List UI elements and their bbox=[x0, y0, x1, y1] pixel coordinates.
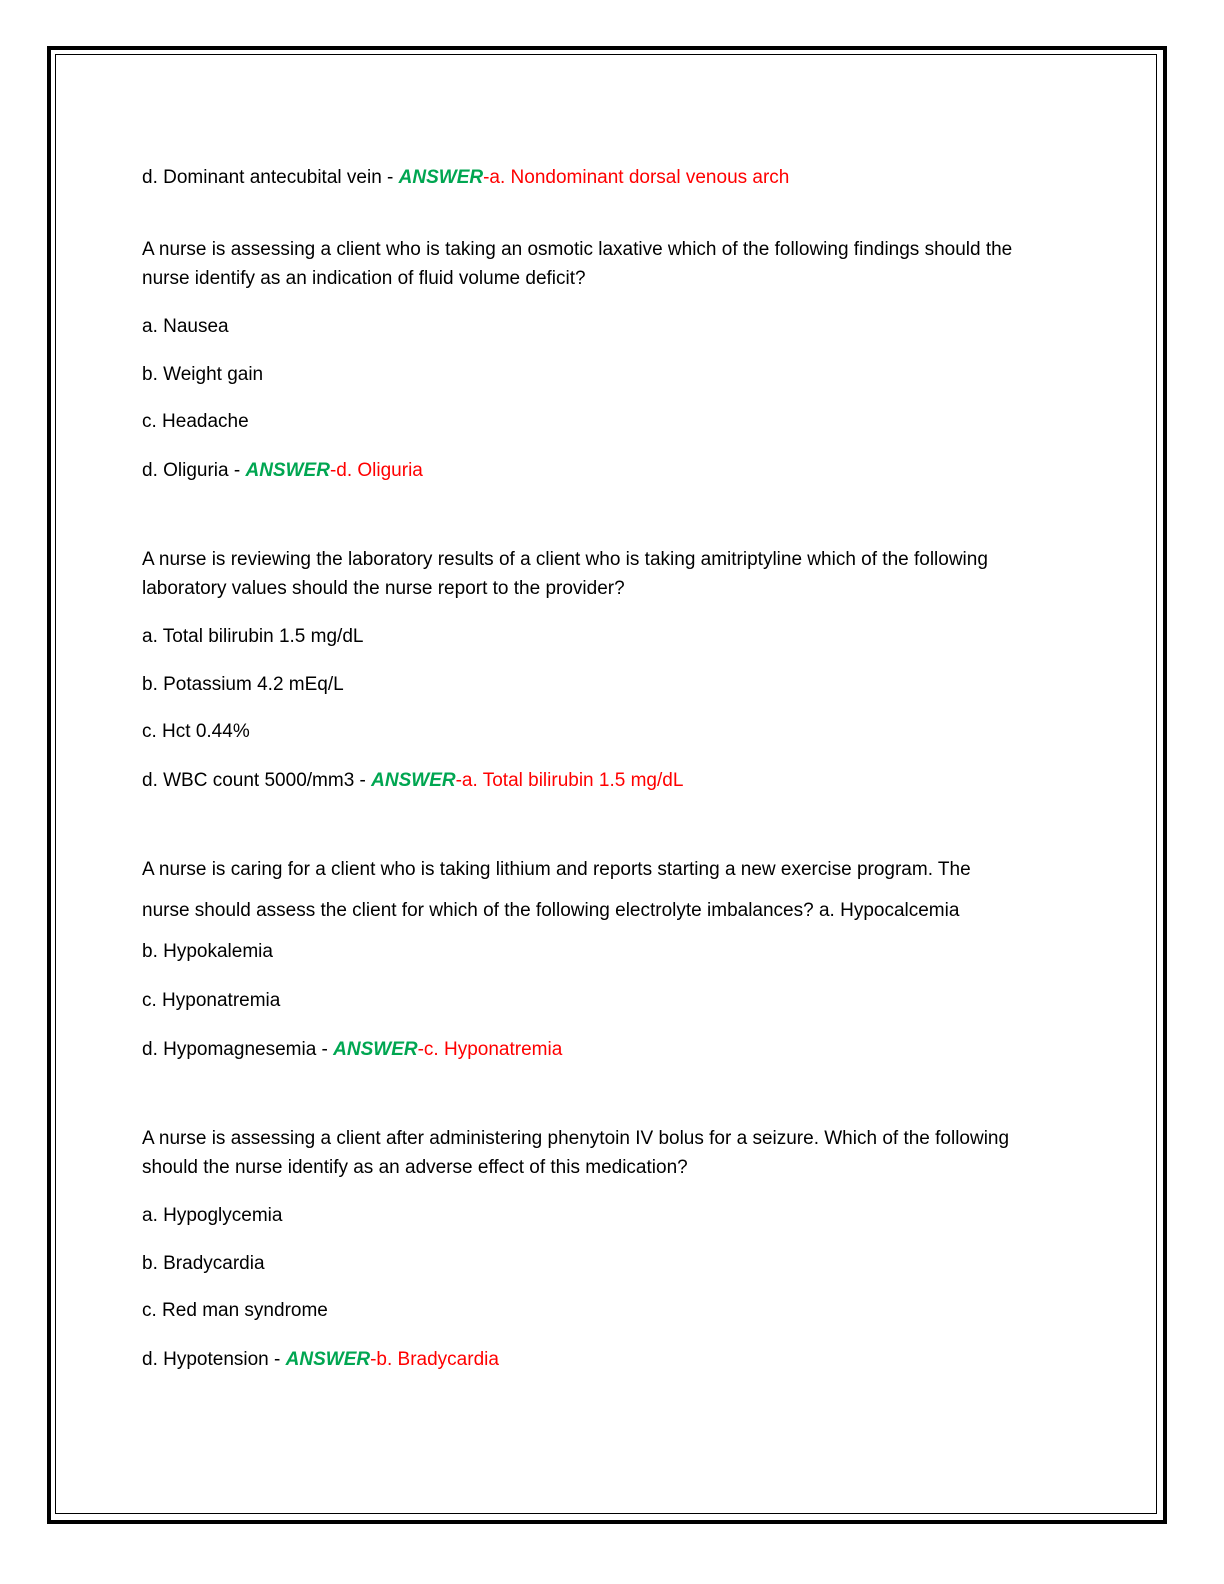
answer-text: -a. Nondominant dorsal venous arch bbox=[483, 167, 790, 188]
answer-keyword: ANSWER bbox=[285, 1349, 371, 1370]
answer-text: -d. Oliguria bbox=[329, 460, 423, 481]
answer-line bbox=[142, 1345, 499, 1374]
answer-option: b. Potassium 4.2 mEq/L bbox=[142, 674, 344, 695]
question-stem-line: A nurse is assessing a client after administering phenytoin IV bolus for a seizure. Which of the following bbox=[142, 1128, 1010, 1149]
answer-option: c. Hct 0.44% bbox=[142, 721, 250, 742]
option-text: d. Hypotension - bbox=[142, 1349, 286, 1370]
question-stem-line: A nurse is caring for a client who is taking lithium and reports starting a new exercise program. The bbox=[142, 859, 971, 880]
answer-line bbox=[142, 456, 423, 485]
answer-option: b. Hypokalemia bbox=[142, 941, 273, 962]
option-text: d. Dominant antecubital vein - bbox=[142, 167, 399, 188]
answer-option: a. Total bilirubin 1.5 mg/dL bbox=[142, 626, 364, 647]
option-text: d. WBC count 5000/mm3 - bbox=[142, 770, 372, 791]
question-stem-line: A nurse is assessing a client who is taking an osmotic laxative which of the following findings should the bbox=[142, 239, 1013, 260]
answer-keyword: ANSWER bbox=[333, 1039, 418, 1060]
answer-text: -a. Total bilirubin 1.5 mg/dL bbox=[455, 770, 684, 791]
answer-text: -c. Hyponatremia bbox=[417, 1039, 563, 1060]
option-text: d. Oliguria - bbox=[142, 460, 246, 481]
answer-option: b. Weight gain bbox=[142, 364, 264, 385]
question-stem-line: laboratory values should the nurse report to the provider? bbox=[142, 578, 625, 599]
answer-option: c. Headache bbox=[142, 411, 249, 432]
answer-keyword: ANSWER bbox=[245, 460, 330, 481]
answer-line bbox=[142, 163, 789, 192]
answer-option: a. Hypoglycemia bbox=[142, 1205, 283, 1226]
answer-line bbox=[142, 766, 683, 795]
answer-option: c. Hyponatremia bbox=[142, 990, 281, 1011]
answer-line bbox=[142, 1035, 562, 1064]
answer-keyword: ANSWER bbox=[371, 770, 456, 791]
answer-option: c. Red man syndrome bbox=[142, 1300, 328, 1321]
answer-option: a. Nausea bbox=[142, 316, 229, 337]
answer-option: b. Bradycardia bbox=[142, 1253, 265, 1274]
option-text: d. Hypomagnesemia - bbox=[142, 1039, 334, 1060]
question-stem-line: A nurse is reviewing the laboratory results of a client who is taking amitriptyline which of the following bbox=[142, 549, 988, 570]
question-stem-line: nurse identify as an indication of fluid volume deficit? bbox=[142, 268, 586, 289]
question-stem-line: nurse should assess the client for which of the following electrolyte imbalances? a. Hypocalcemia bbox=[142, 900, 960, 921]
answer-text: -b. Bradycardia bbox=[370, 1349, 499, 1370]
answer-keyword: ANSWER bbox=[398, 167, 484, 188]
question-stem-line: should the nurse identify as an adverse effect of this medication? bbox=[142, 1157, 688, 1178]
